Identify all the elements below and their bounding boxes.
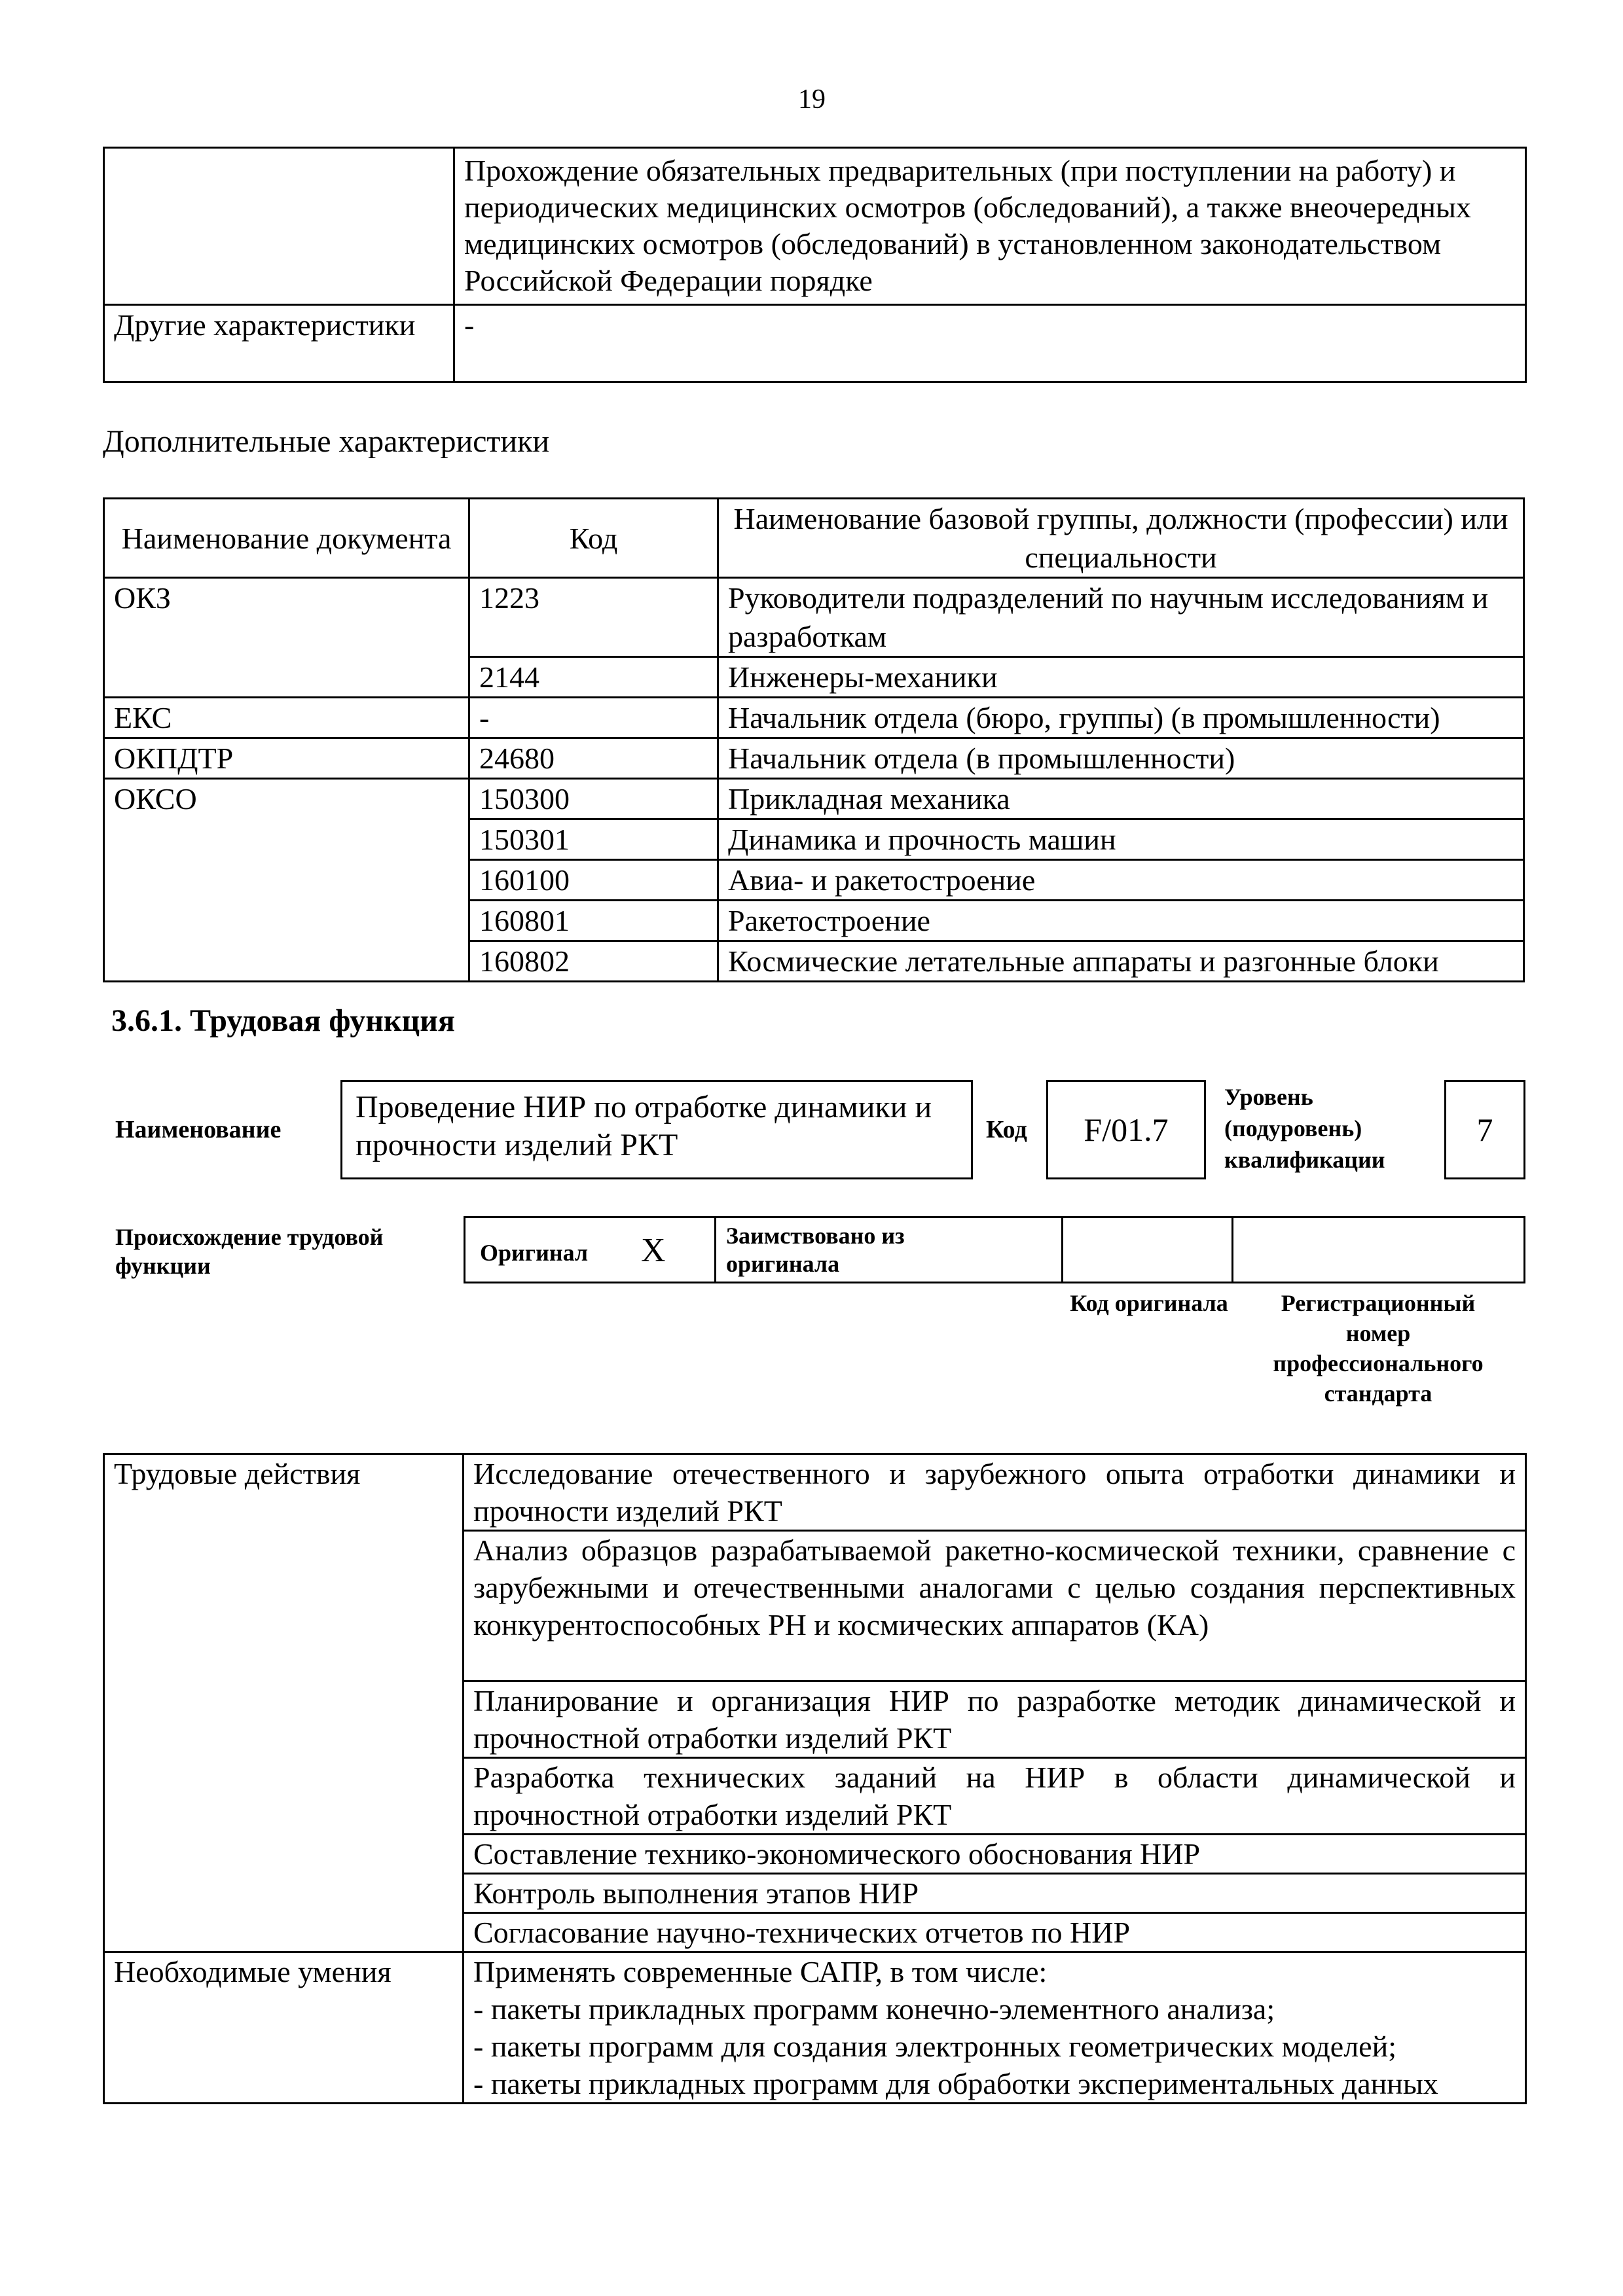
- table-row: [104, 305, 1526, 382]
- medical-exam-text: Прохождение обязательных предварительных (при поступлении на работу) и периодических медицинских осмотров (обследований), а также внеочередных медицинских осмотров (обследований) в установленном законодательством Российской Федерации порядке: [454, 148, 1526, 305]
- header-name: Наименование базовой группы, должности (профессии) или специальности: [718, 499, 1524, 578]
- code-cell: 160801: [469, 901, 718, 941]
- table-row: [104, 779, 1524, 819]
- table-row: [104, 578, 1524, 657]
- labor-actions-label: Трудовые действия: [104, 1454, 464, 1952]
- code-cell: 24680: [469, 738, 718, 779]
- table-header-row: [104, 499, 1524, 578]
- doc-okpdtr: ОКПДТР: [104, 738, 469, 779]
- code-cell: 1223: [469, 578, 718, 657]
- original-label: Оригинал: [480, 1240, 589, 1266]
- code-cell: 150300: [469, 779, 718, 819]
- table-cell: [104, 148, 454, 305]
- top-table: [103, 147, 1527, 383]
- doc-eks: ЕКС: [104, 698, 469, 738]
- action-item: Планирование и организация НИР по разработке методик динамической и прочностной отработки изделий РКТ: [464, 1681, 1526, 1758]
- additional-heading: Дополнительные характеристики: [103, 424, 550, 459]
- action-item: Согласование научно-технических отчетов по НИР: [464, 1913, 1526, 1952]
- actions-table: [103, 1453, 1527, 2104]
- code-cell: 2144: [469, 657, 718, 698]
- action-item: Анализ образцов разрабатываемой ракетно-космической техники, сравнение с зарубежными и отечественными аналогами с целью создания перспективных конкурентоспособных РН и космических аппаратов (КА): [464, 1531, 1526, 1681]
- table-row: [104, 698, 1524, 738]
- registration-number-caption: Регистрационный номер профессионального стандарта: [1273, 1290, 1484, 1407]
- action-item: Контроль выполнения этапов НИР: [464, 1874, 1526, 1913]
- code-cell: 160100: [469, 860, 718, 901]
- origin-label: Происхождение трудовой функции: [115, 1224, 384, 1279]
- skills-line: - пакеты прикладных программ конечно-элементного анализа;: [473, 1992, 1275, 2026]
- header-document: Наименование документа: [104, 499, 469, 578]
- function-code-value: F/01.7: [1084, 1111, 1169, 1148]
- required-skills-label: Необходимые умения: [104, 1952, 464, 2104]
- additional-table: [103, 497, 1525, 982]
- function-name-box: [340, 1080, 973, 1179]
- name-cell: Динамика и прочность машин: [718, 819, 1524, 860]
- skills-line: - пакеты прикладных программ для обработки экспериментальных данных: [473, 2067, 1438, 2100]
- original-mark: X: [641, 1232, 666, 1269]
- header-code: Код: [469, 499, 718, 578]
- borrowed-label: Заимствовано из оригинала: [726, 1223, 905, 1277]
- divider: [1061, 1218, 1063, 1282]
- name-cell: Космические летательные аппараты и разгонные блоки: [718, 941, 1524, 982]
- origin-table: [464, 1216, 1525, 1283]
- name-cell: Инженеры-механики: [718, 657, 1524, 698]
- doc-okz: ОКЗ: [104, 578, 469, 698]
- page-number: 19: [798, 84, 826, 115]
- original-code-caption: Код оригинала: [1070, 1290, 1228, 1316]
- action-item: Исследование отечественного и зарубежного опыта отработки динамики и прочности изделий РКТ: [464, 1454, 1526, 1531]
- table-row: [104, 1952, 1526, 2104]
- divider: [714, 1218, 716, 1282]
- function-code-box: [1046, 1080, 1206, 1179]
- name-cell: Авиа- и ракетостроение: [718, 860, 1524, 901]
- divider: [1231, 1218, 1233, 1282]
- function-name-value: Проведение НИР по отработке динамики и прочности изделий РКТ: [356, 1090, 932, 1162]
- name-cell: Прикладная механика: [718, 779, 1524, 819]
- section-title: 3.6.1. Трудовая функция: [111, 1003, 455, 1038]
- action-item: Составление технико-экономического обоснования НИР: [464, 1835, 1526, 1874]
- name-cell: Начальник отдела (бюро, группы) (в промышленности): [718, 698, 1524, 738]
- function-code-label: Код: [986, 1116, 1027, 1143]
- table-row: [104, 148, 1526, 305]
- table-row: [104, 1454, 1526, 1531]
- name-cell: Ракетостроение: [718, 901, 1524, 941]
- other-characteristics-label: Другие характеристики: [104, 305, 454, 382]
- table-row: [104, 738, 1524, 779]
- other-characteristics-value: -: [454, 305, 1526, 382]
- doc-okso: ОКСО: [104, 779, 469, 982]
- function-name-label: Наименование: [115, 1116, 282, 1143]
- code-cell: 150301: [469, 819, 718, 860]
- name-cell: Начальник отдела (в промышленности): [718, 738, 1524, 779]
- qualification-level-value: 7: [1476, 1111, 1493, 1148]
- code-cell: -: [469, 698, 718, 738]
- skills-cell: [464, 1952, 1526, 2104]
- action-item: Разработка технических заданий на НИР в области динамической и прочностной отработки изделий РКТ: [464, 1758, 1526, 1835]
- skills-line: Применять современные САПР, в том числе:: [473, 1955, 1048, 1988]
- qualification-level-box: [1444, 1080, 1525, 1179]
- qualification-level-label: Уровень (подуровень) квалификации: [1224, 1084, 1385, 1173]
- code-cell: 160802: [469, 941, 718, 982]
- skills-line: - пакеты программ для создания электронных геометрических моделей;: [473, 2030, 1396, 2063]
- name-cell: Руководители подразделений по научным исследованиям и разработкам: [718, 578, 1524, 657]
